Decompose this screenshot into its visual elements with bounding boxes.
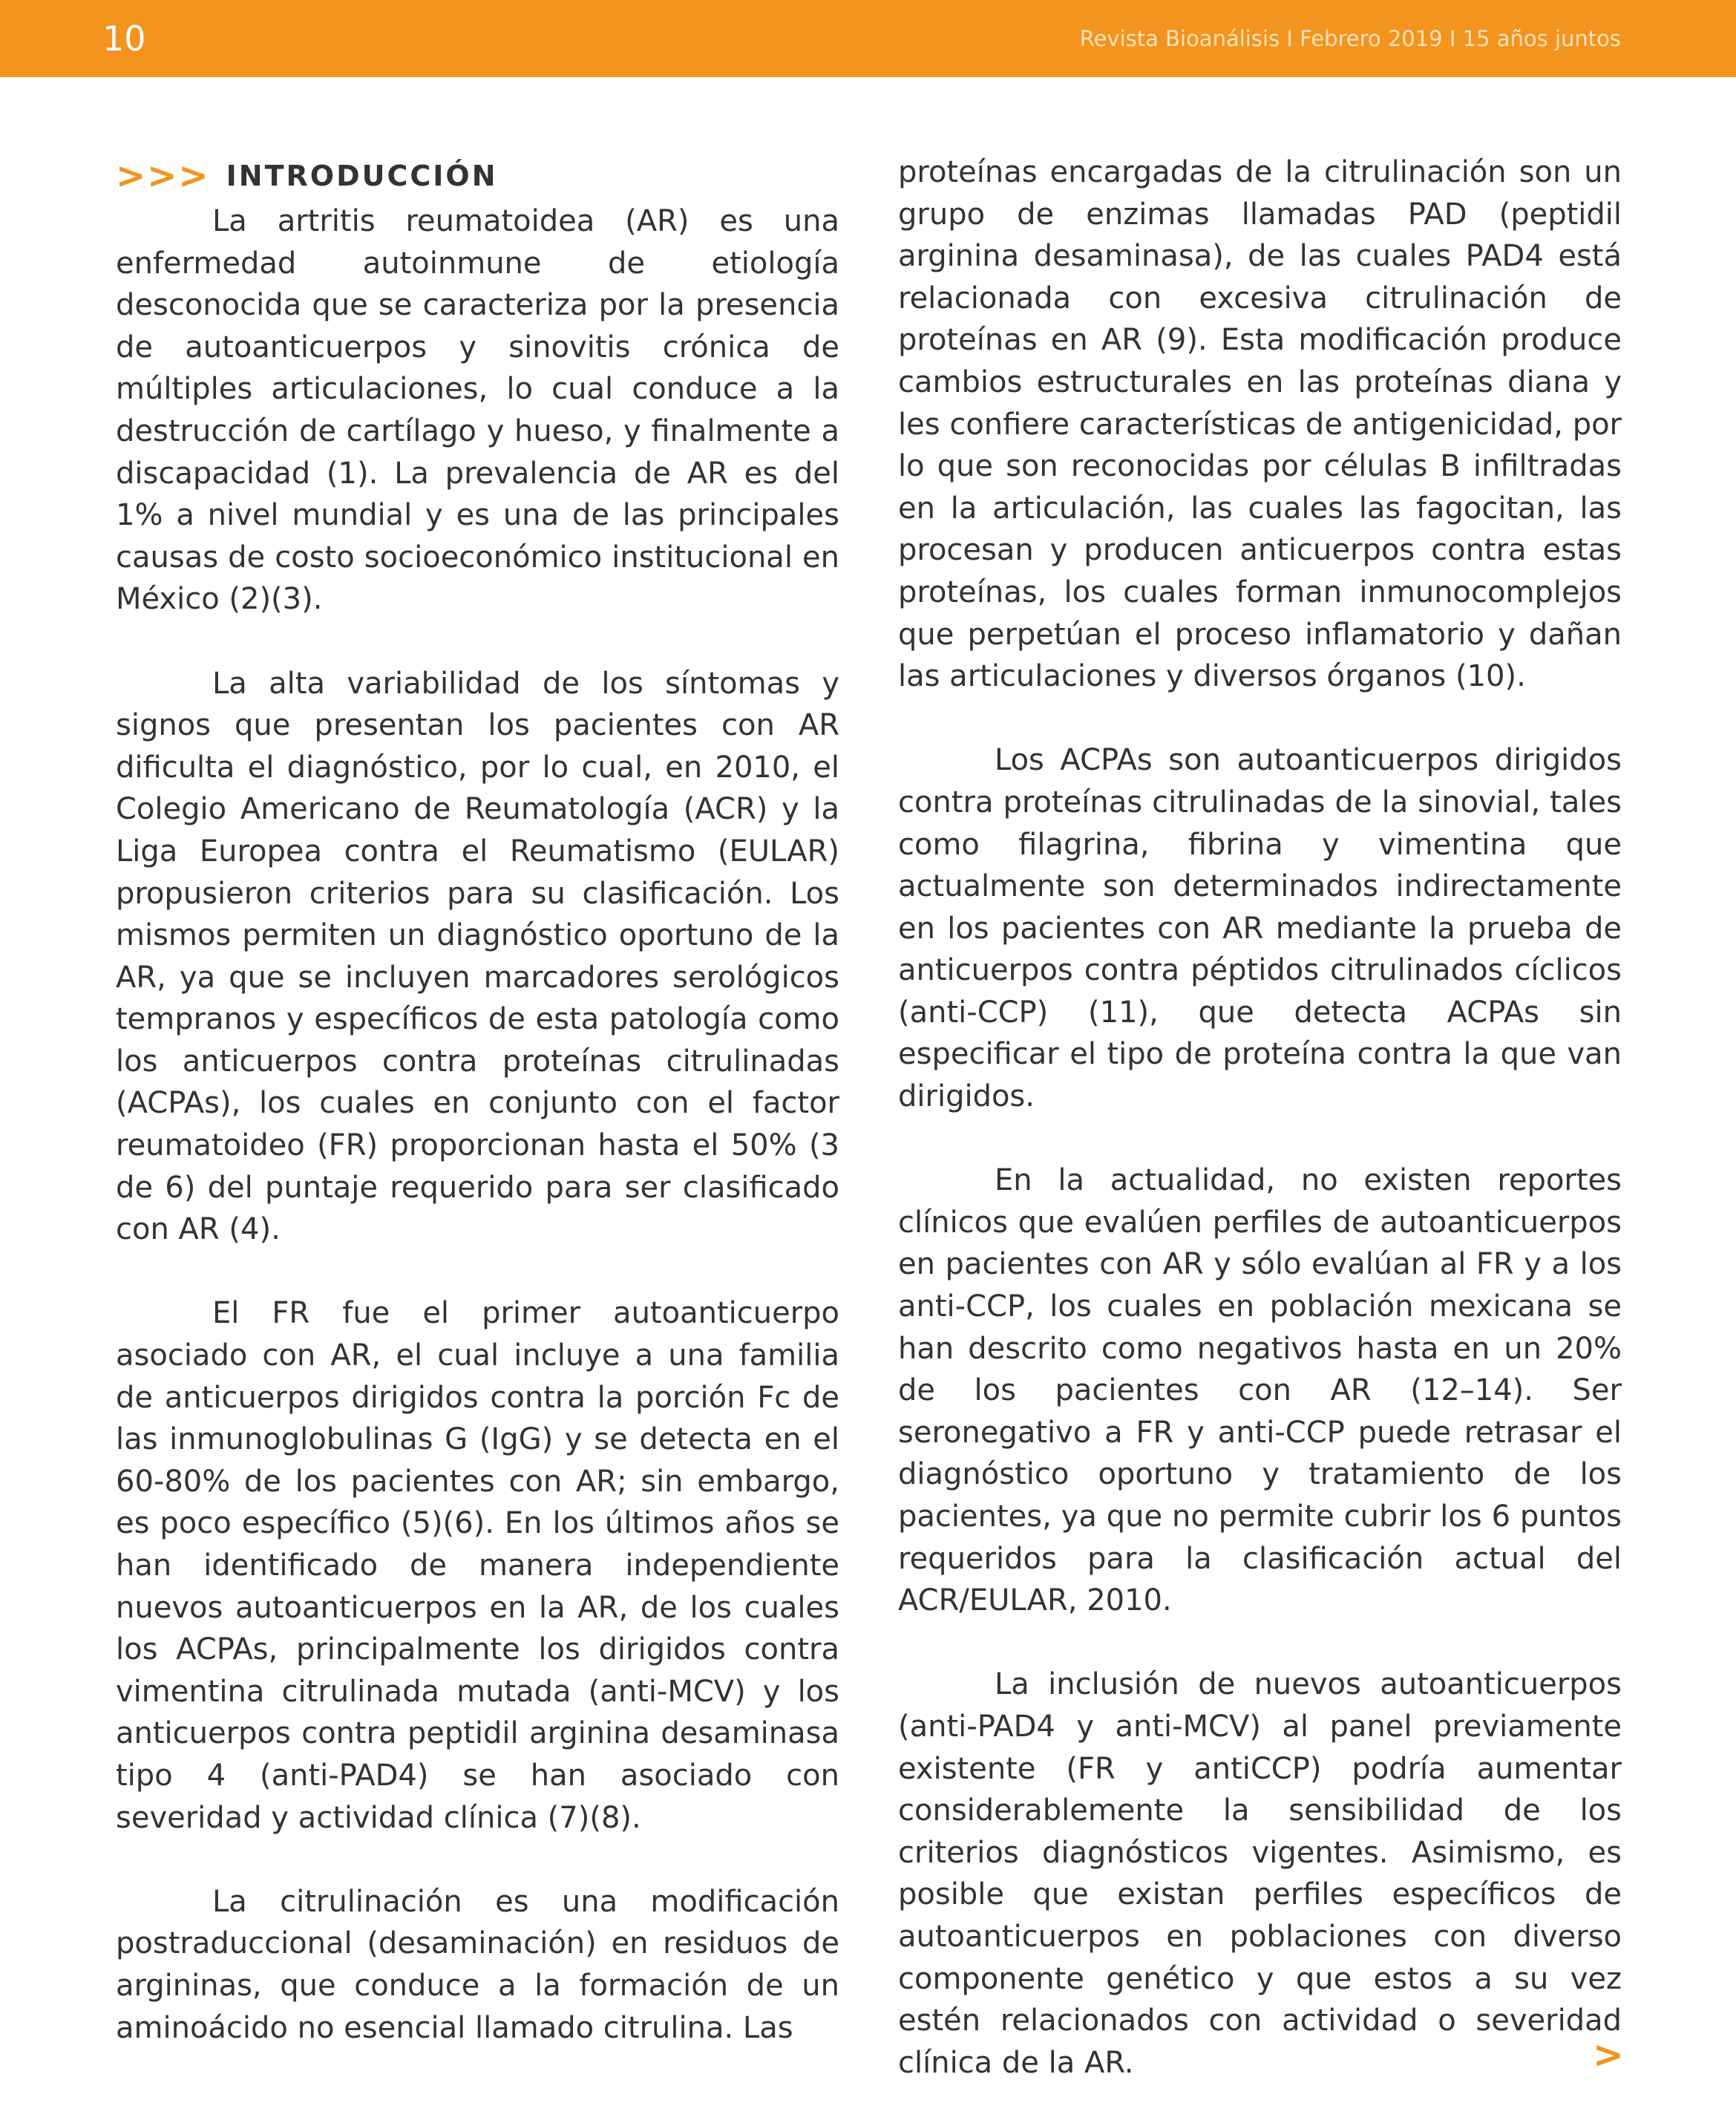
page-number: 10 (102, 19, 146, 59)
paragraph: La artritis reumatoidea (AR) es una enfermedad autoinmune de etiología desconocida que se caracteriza por la presencia de autoanticuerpos y sinovitis crónica de múltiples articulaciones, lo cual conduce a la destrucción de cartílago y hueso, y finalmente a discapacidad (1). La prevalencia de AR es del 1% a nivel mundial y es una de las principales causas de costo socioeconómico institucional en México (2)(3). (116, 204, 839, 617)
paragraph: Los ACPAs son autoanticuerpos dirigidos contra proteínas citrulinadas de la sinovial, tales como filagrina, fibrina y vimentina que actualmente son determinados indirectamente en los pacientes con AR mediante la prueba de anticuerpos contra péptidos citrulinados cíclicos (anti-CCP) (11), que detecta ACPAs sin especificar el tipo de proteína contra la que van dirigidos. (898, 743, 1622, 1114)
paragraph: La alta variabilidad de los síntomas y signos que presentan los pacientes con AR dificulta el diagnóstico, por lo cual, en 2010, el Colegio Americano de Reumatología (ACR) y la Liga Europea contra el Reumatismo (EULAR) propusieron criterios para su clasificación. Los mismos permiten un diagnóstico oportuno de la AR, ya que se incluyen marcadores serológicos tempranos y específicos de esta patología como los anticuerpos contra proteínas citrulinadas (ACPAs), los cuales en conjunto con el factor reumatoideo (FR) proporcionan hasta el 50% (3 de 6) del puntaje requerido para ser clasificado con AR (4). (116, 666, 839, 1247)
chevron-right-icon: >>> (116, 154, 210, 197)
header-bar (0, 0, 1736, 77)
left-column (116, 151, 839, 2091)
paragraph-continuation: proteínas encargadas de la citrulinación son un grupo de enzimas llamadas PAD (peptidil arginina desaminasa), de las cuales PAD4 está relacionada con excesiva citrulinación de proteínas en AR (9). Esta modificación produce cambios estructurales en las proteínas diana y les confiere características de antigenicidad, por lo que son reconocidas por células B infiltradas en la articulación, las cuales las fagocitan, las procesan y producen anticuerpos contra estas proteínas, los cuales forman inmunocomplejos que perpetúan el proceso inflamatorio y dañan las articulaciones y diversos órganos (10). (898, 155, 1622, 694)
paragraph: La inclusión de nuevos autoanticuerpos (anti-PAD4 y anti-MCV) al panel previamente existente (FR y antiCCP) podría aumentar considerablemente la sensibilidad de los criterios diagnósticos vigentes. Asimismo, es posible que existan perfiles específicos de autoanticuerpos en poblaciones con diverso componente genético y que estos a su vez estén relacionados con actividad o severidad clínica de la AR. (898, 1667, 1622, 2080)
running-head: Revista Bioanálisis I Febrero 2019 I 15 años juntos (1079, 26, 1621, 51)
section-title: INTRODUCCIÓN (226, 159, 498, 192)
section-heading (116, 151, 839, 200)
paragraph: La citrulinación es una modificación postraduccional (desaminación) en residuos de argininas, que conduce a la formación de un aminoácido no esencial llamado citrulina. Las (116, 1884, 839, 2045)
paragraph: El FR fue el primer autoanticuerpo asociado con AR, el cual incluye a una familia de anticuerpos dirigidos contra la porción Fc de las inmunoglobulinas G (IgG) y se detecta en el 60-80% de los pacientes con AR; sin embargo, es poco específico (5)(6). En los últimos años se han identificado de manera independiente nuevos autoanticuerpos en la AR, de los cuales los ACPAs, principalmente los dirigidos contra vimentina citrulinada mutada (anti-MCV) y los anticuerpos contra peptidil arginina desaminasa tipo 4 (anti-PAD4) se han asociado con severidad y actividad clínica (7)(8). (116, 1296, 839, 1835)
right-column (898, 151, 1622, 2126)
paragraph: En la actualidad, no existen reportes clínicos que evalúen perfiles de autoanticuerpos en pacientes con AR y sólo evalúan al FR y a los anti-CCP, los cuales en población mexicana se han descrito como negativos hasta en un 20% de los pacientes con AR (12–14). Ser seronegativo a FR y anti-CCP puede retrasar el diagnóstico oportuno y tratamiento de los pacientes, ya que no permite cubrir los 6 puntos requeridos para la clasificación actual del ACR/EULAR, 2010. (898, 1163, 1622, 1618)
next-page-arrow-icon: > (1593, 2033, 1624, 2076)
